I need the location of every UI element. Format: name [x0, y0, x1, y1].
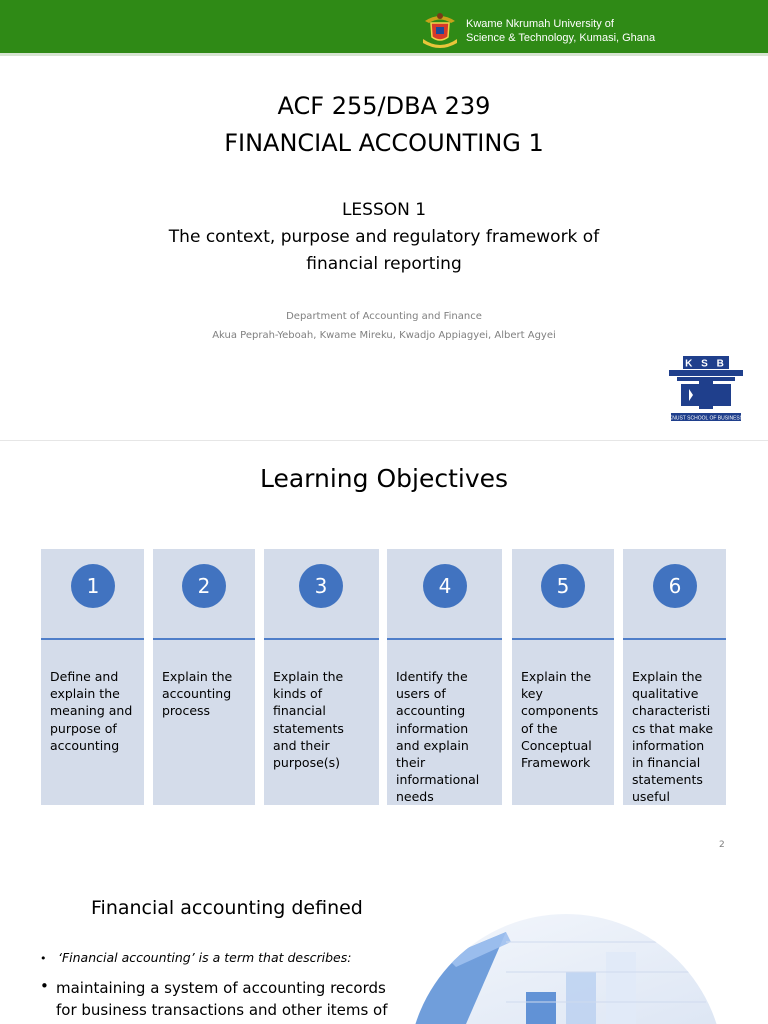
objective-line: informational — [396, 772, 480, 788]
objective-line: and explain — [396, 737, 469, 753]
objective-text — [273, 668, 375, 771]
objective-line: Explain the — [521, 669, 592, 684]
objective-line: Identify the — [396, 669, 468, 684]
objective-number: 1 — [71, 564, 115, 608]
lesson-title-line2: financial reporting — [306, 254, 462, 274]
learning-objectives-title: Learning Objectives — [259, 464, 509, 493]
decorative-chart-image — [406, 912, 726, 1024]
objective-line: useful — [632, 789, 670, 805]
objective-card-6 — [623, 549, 726, 805]
course-code: ACF 255/DBA 239 — [277, 92, 491, 120]
ksb-logo-icon — [669, 356, 743, 422]
objective-line: information — [396, 720, 469, 736]
page-number: 2 — [719, 840, 725, 850]
objective-line: Explain the — [632, 669, 703, 684]
objective-line: statements — [632, 772, 703, 788]
objective-line: statements — [273, 720, 344, 736]
university-name-line2: Science & Technology, Kumasi, Ghana — [466, 32, 656, 44]
objective-line: accounting — [50, 737, 120, 753]
objective-line: Framework — [521, 755, 591, 771]
course-title: FINANCIAL ACCOUNTING 1 — [224, 129, 544, 157]
objective-card-3 — [264, 549, 379, 805]
header-divider — [0, 53, 768, 56]
definition-bullet — [56, 977, 406, 1021]
objective-divider — [264, 638, 379, 640]
objective-line: components — [521, 703, 599, 719]
objective-line: cs that make — [632, 720, 714, 736]
definition-line1: maintaining a system of accounting records — [56, 979, 386, 997]
bullet-dot: • — [40, 952, 47, 965]
objective-text — [396, 668, 498, 806]
definition-intro: ‘Financial accounting’ is a term that describes: — [58, 950, 352, 965]
objective-line: needs — [396, 789, 434, 805]
objective-divider — [41, 638, 144, 640]
university-name — [466, 17, 655, 45]
objective-line: Explain the — [273, 669, 344, 684]
objective-line: meaning and — [50, 703, 133, 719]
objective-line: key — [521, 686, 543, 702]
objective-number: 6 — [653, 564, 697, 608]
objective-line: accounting — [162, 686, 232, 702]
author-list: Akua Peprah-Yeboah, Kwame Mireku, Kwadjo Appiagyei, Albert Agyei — [212, 330, 556, 341]
objective-number: 4 — [423, 564, 467, 608]
ksb-logo-caption: KNUST SCHOOL OF BUSINESS — [669, 415, 743, 422]
objective-line: kinds of — [273, 686, 323, 702]
objective-line: Conceptual — [521, 737, 592, 753]
objective-divider — [512, 638, 614, 640]
department-name: Department of Accounting and Finance — [286, 311, 482, 322]
objective-line: purpose of — [50, 720, 117, 736]
objective-divider — [153, 638, 255, 640]
bullet-dot: • — [40, 977, 49, 995]
objective-line: process — [162, 703, 211, 719]
objective-line: characteristi — [632, 703, 711, 719]
objective-line: users of — [396, 686, 446, 702]
objective-card-5 — [512, 549, 614, 805]
objective-line: their — [396, 755, 426, 771]
objective-line: Explain the — [162, 669, 233, 684]
objective-divider — [387, 638, 502, 640]
objective-line: and their — [273, 737, 330, 753]
objective-card-2 — [153, 549, 255, 805]
objective-number: 5 — [541, 564, 585, 608]
objective-line: in financial — [632, 755, 701, 771]
objective-text — [632, 668, 722, 806]
objective-line: financial — [273, 703, 326, 719]
objective-line: explain the — [50, 686, 120, 702]
objective-text — [521, 668, 610, 771]
university-name-line1: Kwame Nkrumah University of — [466, 18, 614, 30]
objective-line: Define and — [50, 669, 119, 684]
objective-line: purpose(s) — [273, 755, 341, 771]
objective-card-1 — [41, 549, 144, 805]
objective-number: 2 — [182, 564, 226, 608]
knust-crest-icon — [421, 9, 459, 49]
objective-line: accounting — [396, 703, 466, 719]
objective-text — [50, 668, 140, 754]
objective-number: 3 — [299, 564, 343, 608]
objective-divider — [623, 638, 726, 640]
lesson-label: LESSON 1 — [341, 200, 427, 220]
objective-card-4 — [387, 549, 502, 805]
lesson-title-line1: The context, purpose and regulatory framework of — [168, 227, 600, 247]
objective-line: information — [632, 737, 705, 753]
objective-line: of the — [521, 720, 558, 736]
slide-divider — [0, 440, 768, 441]
financial-accounting-title: Financial accounting defined — [91, 897, 363, 919]
objective-text — [162, 668, 251, 720]
definition-line2: for business transactions and other items of — [56, 1001, 388, 1019]
objective-line: qualitative — [632, 686, 699, 702]
ksb-logo-text: K S B — [685, 358, 727, 370]
